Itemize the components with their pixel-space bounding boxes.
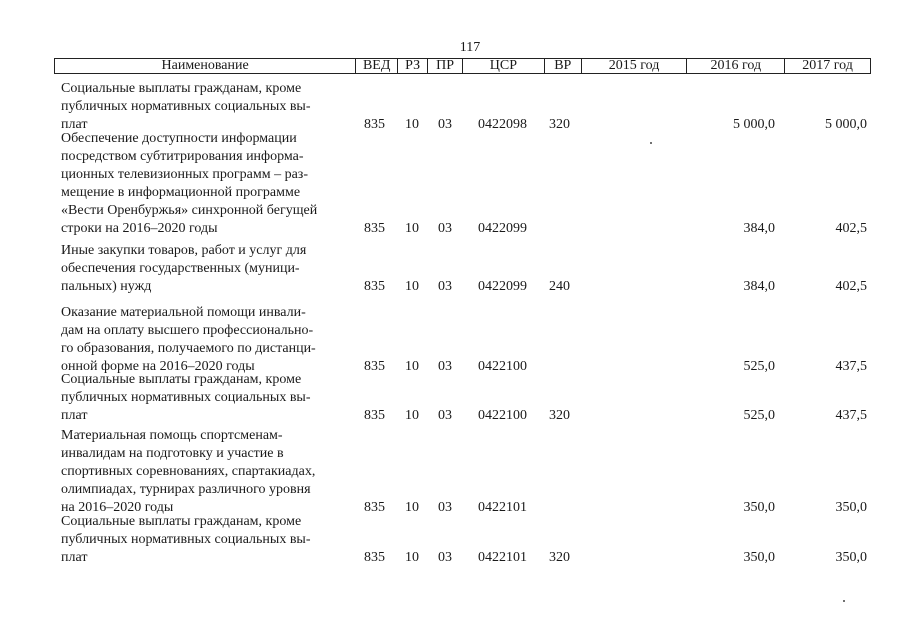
cell-y2017: 350,0 [835, 500, 867, 515]
row-name-line: Социальные выплаты гражданам, кроме [61, 81, 302, 96]
cell-vr: 240 [549, 279, 570, 294]
cell-ved: 835 [364, 500, 385, 515]
row-name-line: инвалидам на подготовку и участие в [61, 446, 284, 461]
cell-csr: 0422100 [478, 359, 527, 374]
cell-y2017: 402,5 [835, 279, 867, 294]
cell-vr: 320 [549, 408, 570, 423]
row-name-line: плат [61, 117, 88, 132]
cell-y2016: 525,0 [743, 359, 775, 374]
row-name [61, 304, 351, 376]
cell-csr: 0422101 [478, 500, 527, 515]
row-name-line: публичных нормативных социальных вы- [61, 532, 311, 547]
cell-ved: 835 [364, 359, 385, 374]
cell-pr: 03 [438, 550, 452, 565]
row-name-line: публичных нормативных социальных вы- [61, 390, 311, 405]
header-2016: 2016 год [687, 59, 785, 73]
cell-csr: 0422101 [478, 550, 527, 565]
cell-rz: 10 [405, 359, 419, 374]
row-name [61, 242, 351, 296]
cell-rz: 10 [405, 279, 419, 294]
header-2015: 2015 год [582, 59, 688, 73]
cell-pr: 03 [438, 500, 452, 515]
row-name-line: Оказание материальной помощи инвали- [61, 305, 306, 320]
row-name-line: Материальная помощь спортсменам- [61, 428, 283, 443]
row-name-line: дам на оплату высшего профессионально- [61, 323, 314, 338]
cell-ved: 835 [364, 117, 385, 132]
page-number: 117 [459, 40, 481, 55]
cell-csr: 0422100 [478, 408, 527, 423]
row-name-line: мещение в информационной программе [61, 185, 301, 200]
cell-ved: 835 [364, 408, 385, 423]
row-name [61, 80, 351, 134]
row-name-line: Обеспечение доступности информации [61, 131, 297, 146]
cell-pr: 03 [438, 221, 452, 236]
cell-y2017: 402,5 [835, 221, 867, 236]
row-name [61, 513, 351, 567]
row-name-line: пальных) нужд [61, 279, 152, 294]
row-name-line: обеспечения государственных (муници- [61, 261, 300, 276]
row-name-line: «Вести Оренбуржья» синхронной бегущей [61, 203, 318, 218]
row-name-line: публичных нормативных социальных вы- [61, 99, 311, 114]
cell-y2017: 5 000,0 [825, 117, 867, 132]
cell-pr: 03 [438, 359, 452, 374]
header-pr: ПР [428, 59, 463, 73]
header-csr: ЦСР [463, 59, 545, 73]
row-name-line: ционных телевизионных программ – раз- [61, 167, 308, 182]
cell-y2017: 350,0 [835, 550, 867, 565]
row-name-line: плат [61, 408, 88, 423]
cell-y2016: 384,0 [743, 221, 775, 236]
row-name [61, 130, 351, 238]
row-name-line: онной форме на 2016–2020 годы [61, 359, 255, 374]
cell-rz: 10 [405, 117, 419, 132]
row-name-line: Иные закупки товаров, работ и услуг для [61, 243, 307, 258]
cell-ved: 835 [364, 221, 385, 236]
cell-y2017: 437,5 [835, 359, 867, 374]
cell-y2016: 5 000,0 [733, 117, 775, 132]
cell-rz: 10 [405, 408, 419, 423]
cell-ved: 835 [364, 279, 385, 294]
cell-y2016: 384,0 [743, 279, 775, 294]
row-name [61, 427, 351, 517]
row-name-line: го образования, получаемого по дистанци- [61, 341, 316, 356]
cell-y2016: 350,0 [743, 500, 775, 515]
cell-csr: 0422099 [478, 221, 527, 236]
row-name-line: Социальные выплаты гражданам, кроме [61, 514, 302, 529]
cell-vr: 320 [549, 550, 570, 565]
row-name-line: плат [61, 550, 88, 565]
row-name-line: строки на 2016–2020 годы [61, 221, 218, 236]
row-name-line: на 2016–2020 годы [61, 500, 174, 515]
header-name: Наименование [55, 59, 356, 73]
cell-y2016: 350,0 [743, 550, 775, 565]
cell-y2017: 437,5 [835, 408, 867, 423]
cell-pr: 03 [438, 279, 452, 294]
cell-pr: 03 [438, 117, 452, 132]
row-name-line: спортивных соревнованиях, спартакиадах, [61, 464, 316, 479]
row-name-line: олимпиадах, турнирах различного уровня [61, 482, 311, 497]
header-rz: РЗ [398, 59, 428, 73]
cell-rz: 10 [405, 500, 419, 515]
cell-ved: 835 [364, 550, 385, 565]
cell-vr: 320 [549, 117, 570, 132]
cell-rz: 10 [405, 221, 419, 236]
cell-y2016: 525,0 [743, 408, 775, 423]
header-ved: ВЕД [356, 59, 398, 73]
cell-pr: 03 [438, 408, 452, 423]
row-name-line: посредством субтитрирования информа- [61, 149, 304, 164]
scan-speck [650, 142, 652, 144]
row-name [61, 371, 351, 425]
row-name-line: Социальные выплаты гражданам, кроме [61, 372, 302, 387]
cell-csr: 0422099 [478, 279, 527, 294]
cell-rz: 10 [405, 550, 419, 565]
cell-csr: 0422098 [478, 117, 527, 132]
header-2017: 2017 год [802, 59, 853, 73]
header-vr: ВР [545, 59, 582, 73]
scan-speck [843, 600, 845, 602]
